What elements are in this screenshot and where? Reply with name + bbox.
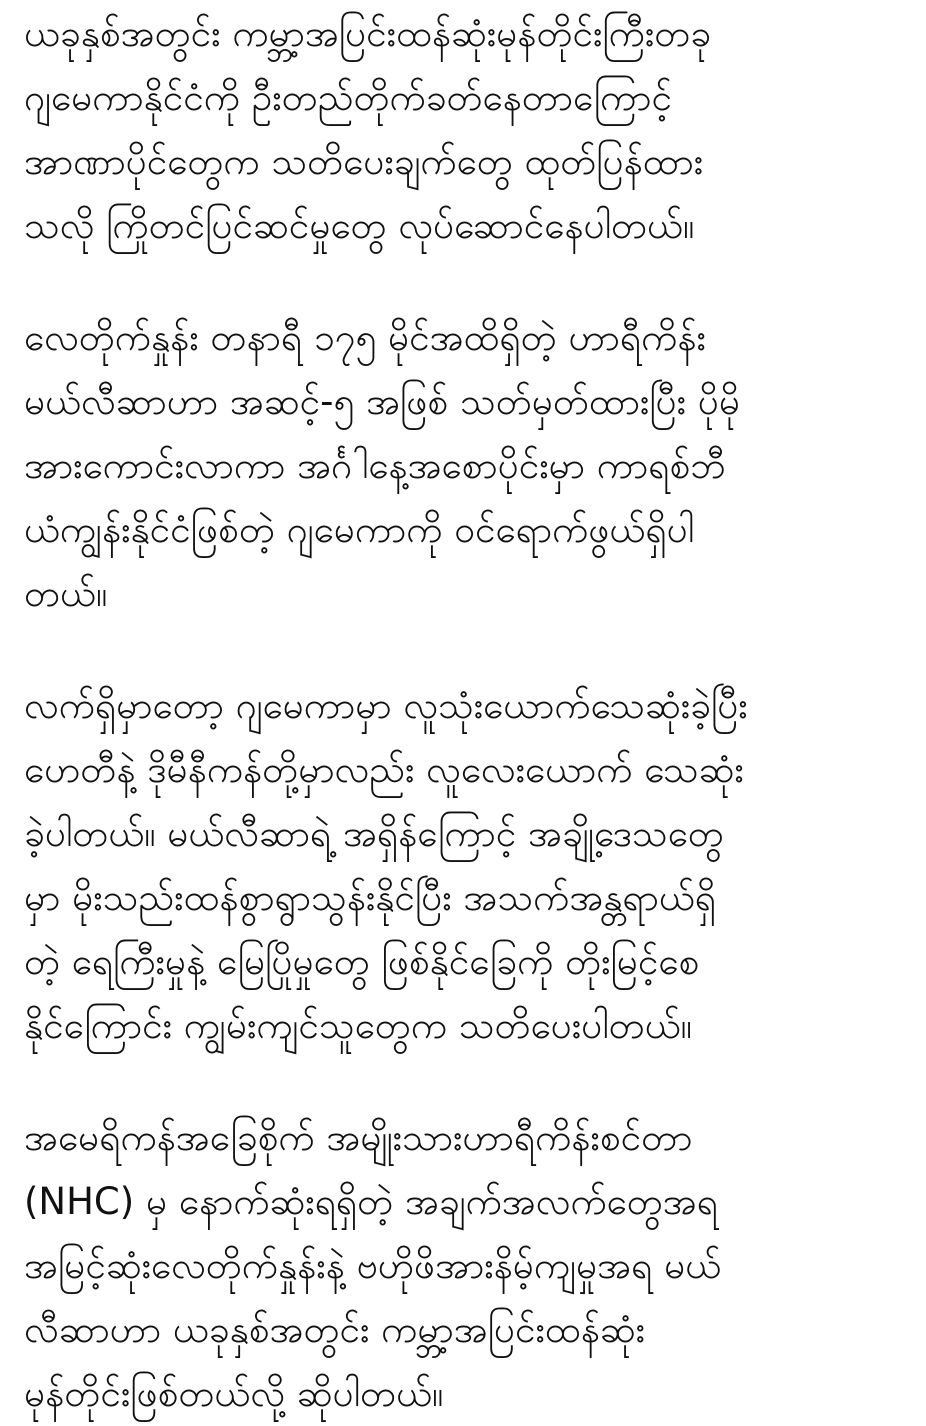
paragraph-3-line-4: မှာ မိုးသည်းထန်စွာရွာသွန်းနိုင်ပြီး အသက်အန္တရာယ်ရှိ <box>24 876 717 919</box>
paragraph-3-line-2: ဟေတီနဲ့ ဒိုမီနီကန်တို့မှာလည်း လူလေးယောက် သေဆုံး <box>24 748 744 791</box>
paragraph-3 <box>24 674 914 1058</box>
paragraph-1-line-4: သလို ကြိုတင်ပြင်ဆင်မှုတွေ လုပ်ဆောင်နေပါတယ်။ <box>24 204 695 247</box>
paragraph-1-line-3: အာဏာပိုင်တွေက သတိပေးချက်တွေ ထုတ်ပြန်ထား <box>24 140 704 183</box>
paragraph-2-line-4: ယံကျွန်းနိုင်ငံဖြစ်တဲ့ ဂျမေကာကို ဝင်ရောက်ဖွယ်ရှိပါ <box>24 508 695 551</box>
paragraph-2-line-2: မယ်လီဆာဟာ အဆင့်-၅ အဖြစ် သတ်မှတ်ထားပြီး ပိုမို <box>24 380 741 423</box>
paragraph-4-line-4: လီဆာဟာ ယခုနှစ်အတွင်း ကမ္ဘာ့အပြင်းထန်ဆုံး <box>24 1308 646 1351</box>
paragraph-4-line-2: (NHC) မှ နောက်ဆုံးရရှိတဲ့ အချက်အလက်တွေအရ <box>24 1180 718 1223</box>
paragraph-4 <box>24 1106 914 1426</box>
paragraph-1-line-1: ယခုနှစ်အတွင်း ကမ္ဘာ့အပြင်းထန်ဆုံးမုန်တိုင်းကြီးတခု <box>24 12 712 55</box>
paragraph-spacer <box>24 258 914 306</box>
paragraph-4-line-5: မုန်တိုင်းဖြစ်တယ်လို့ ဆိုပါတယ်။ <box>24 1372 444 1415</box>
paragraph-1-line-2: ဂျမေကာနိုင်ငံကို ဦးတည်တိုက်ခတ်နေတာကြောင့် <box>24 76 672 119</box>
paragraph-3-line-3: ခဲ့ပါတယ်။ မယ်လီဆာရဲ့ အရှိန်ကြောင့် အချို့ဒေသတွေ <box>24 812 724 855</box>
paragraph-spacer <box>24 626 914 674</box>
paragraph-2-line-5: တယ်။ <box>24 572 108 615</box>
article-body <box>24 0 914 1426</box>
paragraph-2-line-1: လေတိုက်နှုန်း တနာရီ ၁၇၅ မိုင်အထိရှိတဲ့ ဟာရီကိန်း <box>24 316 706 359</box>
paragraph-3-line-1: လက်ရှိမှာတော့ ဂျမေကာမှာ လူသုံးယောက်သေဆုံးခဲ့ပြီး <box>24 684 748 727</box>
paragraph-4-line-3: အမြင့်ဆုံးလေတိုက်နှုန်းနဲ့ ဗဟိုဖိအားနိမ့်ကျမှုအရ မယ် <box>24 1244 722 1287</box>
paragraph-2-line-3: အားကောင်းလာကာ အင်္ဂါနေ့အစောပိုင်းမှာ ကာရစ်ဘီ <box>24 444 726 487</box>
paragraph-3-line-5: တဲ့ ရေကြီးမှုနဲ့ မြေပြိုမှုတွေ ဖြစ်နိုင်ခြေကို တိုးမြင့်စေ <box>24 940 700 983</box>
paragraph-4-line-1: အမေရိကန်အခြေစိုက် အမျိုးသားဟာရီကိန်းစင်တာ <box>24 1116 693 1159</box>
paragraph-3-line-6: နိုင်ကြောင်း ကျွမ်းကျင်သူတွေက သတိပေးပါတယ်။ <box>24 1004 692 1047</box>
paragraph-spacer <box>24 1058 914 1106</box>
paragraph-2 <box>24 306 914 626</box>
paragraph-1 <box>24 0 914 258</box>
